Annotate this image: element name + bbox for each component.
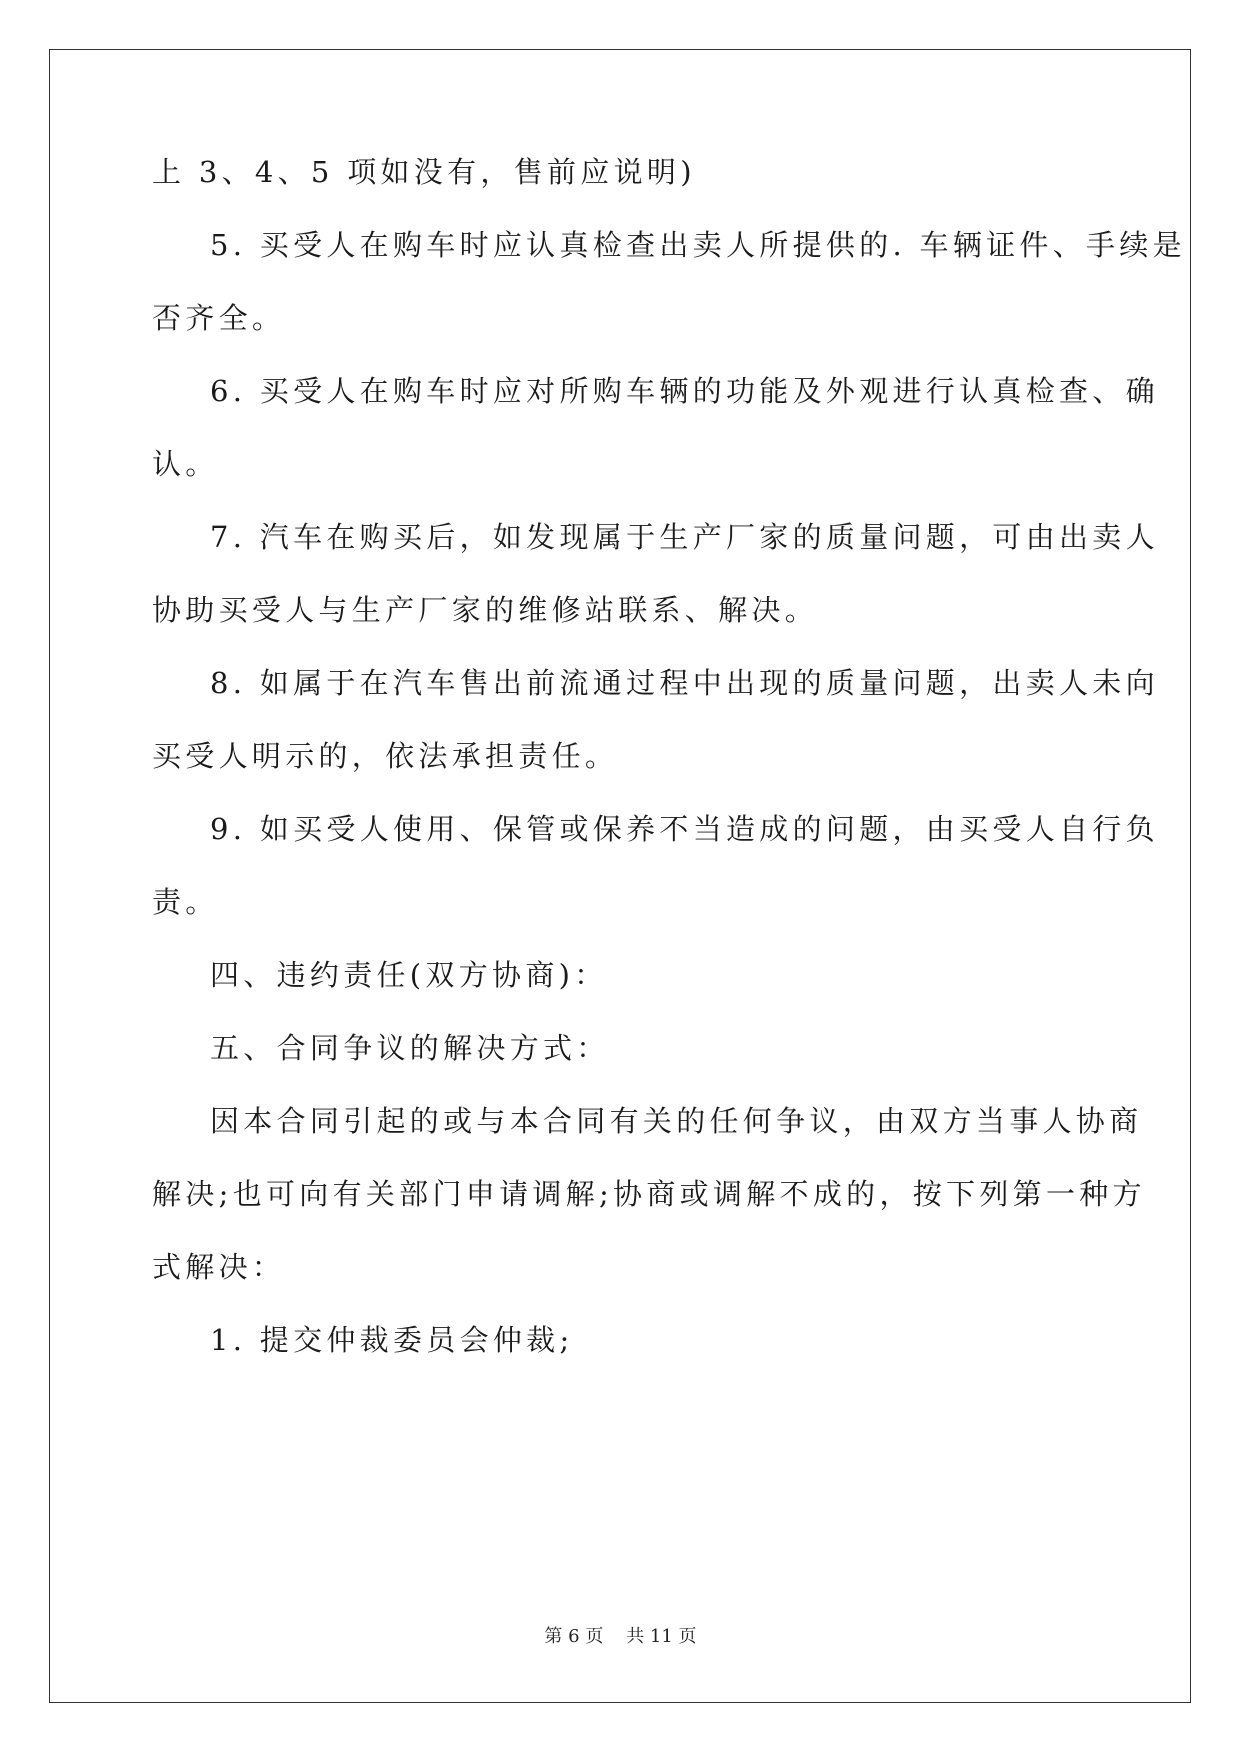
page-number-footer: 第 6 页 共 11 页 <box>544 1626 697 1647</box>
text-line: 式解决： <box>152 1250 286 1284</box>
section-heading: 四、违约责任(双方协商)： <box>210 958 608 992</box>
text-line: 上 3、4、5 项如没有，售前应说明) <box>152 155 696 189</box>
section-heading: 五、合同争议的解决方式： <box>210 1031 610 1065</box>
text-line: 8. 如属于在汽车售出前流通过程中出现的质量问题，出卖人未向 <box>210 666 1159 700</box>
text-line: 否齐全。 <box>152 301 286 335</box>
text-line: 协助买受人与生产厂家的维修站联系、解决。 <box>152 593 819 627</box>
text-line: 因本合同引起的或与本合同有关的任何争议，由双方当事人协商 <box>210 1104 1143 1138</box>
text-line: 认。 <box>152 447 219 481</box>
text-line: 9. 如买受人使用、保管或保养不当造成的问题，由买受人自行负 <box>210 812 1159 846</box>
text-line: 买受人明示的，依法承担责任。 <box>152 739 619 773</box>
text-line: 6. 买受人在购车时应对所购车辆的功能及外观进行认真检查、确 <box>210 374 1159 408</box>
text-line: 1. 提交仲裁委员会仲裁; <box>210 1323 574 1357</box>
text-line: 责。 <box>152 885 219 919</box>
text-line: 7. 汽车在购买后，如发现属于生产厂家的质量问题，可由出卖人 <box>210 520 1159 554</box>
text-line: 解决;也可向有关部门申请调解;协商或调解不成的，按下列第一种方 <box>152 1177 1146 1211</box>
text-line: 5. 买受人在购车时应认真检查出卖人所提供的. 车辆证件、手续是 <box>210 228 1186 262</box>
